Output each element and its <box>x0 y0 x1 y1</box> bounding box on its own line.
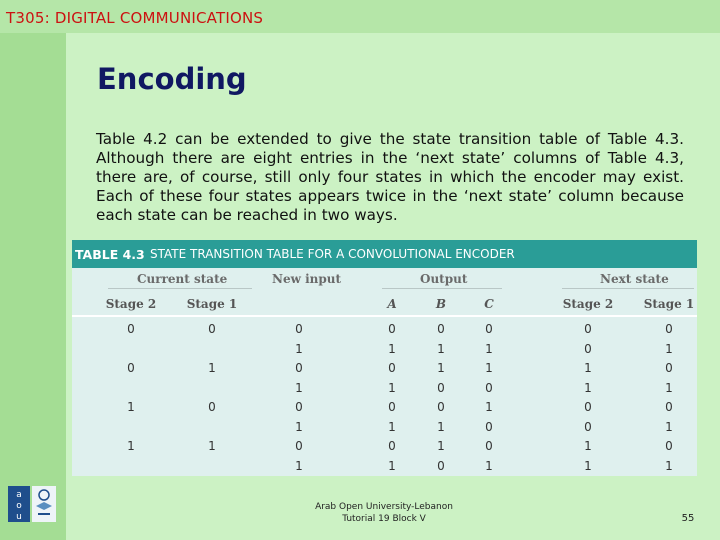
page-number: 55 <box>681 513 695 524</box>
cell-next-stage1: 1 <box>665 419 673 434</box>
cell-next-stage1: 0 <box>665 439 673 453</box>
cell-new-input: 0 <box>295 439 303 453</box>
state-transition-table <box>72 240 697 476</box>
table-label: TABLE 4.3 <box>75 247 145 262</box>
table-banner <box>72 240 697 268</box>
cell-new-input: 0 <box>295 322 303 336</box>
cell-next-stage1: 1 <box>665 341 673 356</box>
cell-output-c: 0 <box>485 419 493 434</box>
group-header-new-input: New input <box>272 272 342 286</box>
group-header-output: Output <box>420 272 468 286</box>
cell-current-stage1: 1 <box>208 439 216 453</box>
cell-output-a: 1 <box>388 458 396 473</box>
cell-output-c: 0 <box>485 322 493 336</box>
rule-output <box>382 288 502 289</box>
cell-next-stage2: 1 <box>584 361 592 375</box>
left-sidebar-strip <box>0 33 66 540</box>
cell-output-c: 1 <box>485 400 493 414</box>
header-bar <box>0 0 720 33</box>
cell-output-a: 0 <box>388 400 396 414</box>
cell-current-stage1: 0 <box>208 322 216 336</box>
slide-body-text: Table 4.2 can be extended to give the state transition table of Table 4.3. Although there are eight entries in the ‘next state’ columns of Table 4.3, there are, of course, still only four states in which the encoder may exist. Each of these four states appears twice in the ‘next state’ column because each state can be reached in two ways. <box>96 130 684 224</box>
cell-output-a: 0 <box>388 439 396 453</box>
cell-output-a: 0 <box>388 322 396 336</box>
svg-text:o: o <box>16 501 22 511</box>
cell-next-stage1: 0 <box>665 322 673 336</box>
cell-output-b: 0 <box>437 400 445 414</box>
cell-new-input: 1 <box>295 380 303 395</box>
svg-text:u: u <box>16 512 22 522</box>
header-rule <box>72 315 697 317</box>
subheader-next-stage1: Stage 1 <box>643 297 695 311</box>
cell-output-b: 1 <box>437 439 445 453</box>
cell-output-a: 1 <box>388 419 396 434</box>
subheader-current-stage2: Stage 2 <box>105 297 157 311</box>
cell-output-a: 0 <box>388 361 396 375</box>
cell-next-stage2: 0 <box>584 400 592 414</box>
cell-output-b: 1 <box>437 341 445 356</box>
subheader-output-b: B <box>435 297 447 311</box>
cell-output-b: 1 <box>437 419 445 434</box>
slide-title: Encoding <box>97 62 247 96</box>
table-caption: STATE TRANSITION TABLE FOR A CONVOLUTIONAL ENCODER <box>150 247 515 261</box>
cell-new-input: 1 <box>295 458 303 473</box>
footer-tutorial: Tutorial 19 Block V <box>342 514 426 524</box>
cell-output-a: 1 <box>388 341 396 356</box>
cell-next-stage1: 0 <box>665 361 673 375</box>
cell-output-b: 1 <box>437 361 445 375</box>
footer-text <box>300 501 468 525</box>
cell-current-stage2: 1 <box>127 400 135 414</box>
cell-new-input: 1 <box>295 341 303 356</box>
cell-output-b: 0 <box>437 458 445 473</box>
cell-output-c: 0 <box>485 380 493 395</box>
cell-next-stage2: 1 <box>584 380 592 395</box>
cell-output-c: 0 <box>485 439 493 453</box>
cell-output-c: 1 <box>485 341 493 356</box>
cell-output-a: 1 <box>388 380 396 395</box>
cell-next-stage1: 0 <box>665 400 673 414</box>
aou-logo-icon <box>8 486 56 522</box>
cell-next-stage2: 1 <box>584 458 592 473</box>
cell-new-input: 1 <box>295 419 303 434</box>
course-title: T305: DIGITAL COMMUNICATIONS <box>6 9 264 27</box>
subheader-output-a: A <box>387 297 397 311</box>
group-header-next-state: Next state <box>600 272 669 286</box>
rule-next-state <box>562 288 694 289</box>
rule-current-state <box>108 288 252 289</box>
cell-current-stage2: 1 <box>127 439 135 453</box>
cell-next-stage2: 0 <box>584 322 592 336</box>
cell-next-stage1: 1 <box>665 380 673 395</box>
subheader-output-c: C <box>484 297 494 311</box>
cell-output-c: 1 <box>485 361 493 375</box>
cell-current-stage2: 0 <box>127 361 135 375</box>
cell-current-stage1: 1 <box>208 361 216 375</box>
cell-next-stage2: 0 <box>584 341 592 356</box>
cell-output-c: 1 <box>485 458 493 473</box>
cell-next-stage2: 1 <box>584 439 592 453</box>
cell-next-stage1: 1 <box>665 458 673 473</box>
svg-text:a: a <box>16 490 22 500</box>
subheader-current-stage1: Stage 1 <box>186 297 238 311</box>
group-header-current-state: Current state <box>137 272 228 286</box>
cell-output-b: 0 <box>437 380 445 395</box>
cell-output-b: 0 <box>437 322 445 336</box>
cell-new-input: 0 <box>295 361 303 375</box>
cell-current-stage2: 0 <box>127 322 135 336</box>
subheader-next-stage2: Stage 2 <box>562 297 614 311</box>
cell-next-stage2: 0 <box>584 419 592 434</box>
footer-university: Arab Open University-Lebanon <box>315 502 453 512</box>
cell-new-input: 0 <box>295 400 303 414</box>
cell-current-stage1: 0 <box>208 400 216 414</box>
